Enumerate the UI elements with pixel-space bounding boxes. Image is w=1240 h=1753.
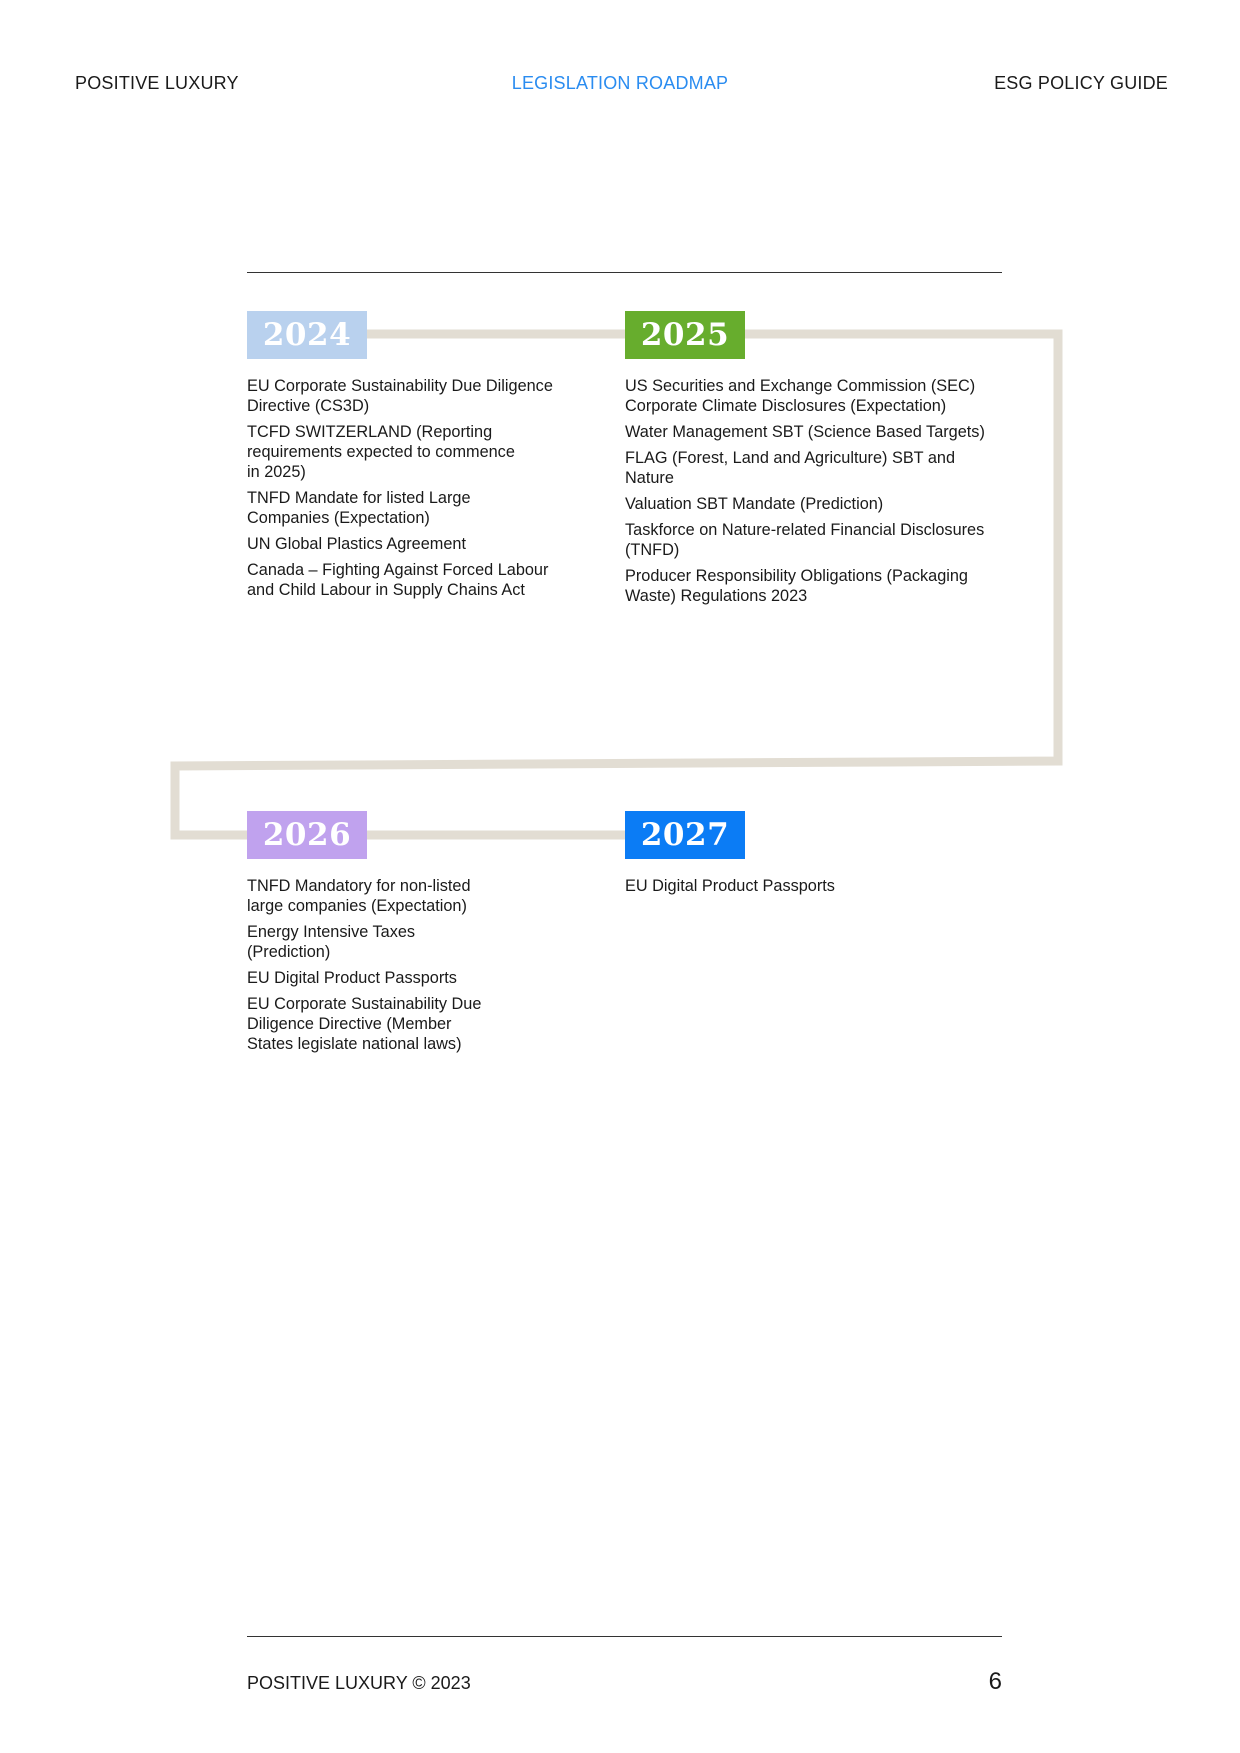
roadmap-item: EU Digital Product Passports <box>247 969 457 987</box>
header-guide-title: ESG POLICY GUIDE <box>994 73 1168 93</box>
year-badge-2024: 2024 <box>247 311 367 359</box>
year-badge-2026: 2026 <box>247 811 367 859</box>
roadmap-item: Water Management SBT (Science Based Targets) <box>625 423 985 441</box>
header-section-title[interactable]: LEGISLATION ROADMAP <box>511 73 729 93</box>
roadmap-item: Energy Intensive Taxes (Prediction) <box>247 923 416 961</box>
header-brand: POSITIVE LUXURY <box>75 73 239 93</box>
page-number: 6 <box>988 1668 1002 1695</box>
footer-copyright: POSITIVE LUXURY © 2023 <box>247 1673 471 1693</box>
roadmap-item: EU Digital Product Passports <box>625 877 835 895</box>
year-badge-2027: 2027 <box>625 811 745 859</box>
roadmap-item: EU Corporate Sustainability Due Diligence Directive (Member States legislate national laws) <box>247 995 482 1053</box>
roadmap-item: TNFD Mandate for listed Large Companies (Expectation) <box>247 489 471 527</box>
roadmap-item: EU Corporate Sustainability Due Diligence Directive (CS3D) <box>247 377 553 415</box>
year-2027-items <box>625 876 955 902</box>
roadmap-item: US Securities and Exchange Commission (SEC) Corporate Climate Disclosures (Expectation) <box>625 377 976 415</box>
roadmap-item: Canada – Fighting Against Forced Labour and Child Labour in Supply Chains Act <box>247 561 549 599</box>
year-2024-items <box>247 376 577 606</box>
roadmap-item: TCFD SWITZERLAND (Reporting requirements expected to commence in 2025) <box>247 423 515 481</box>
roadmap-item: UN Global Plastics Agreement <box>247 535 466 553</box>
roadmap-item: TNFD Mandatory for non-listed large companies (Expectation) <box>247 877 471 915</box>
year-badge-2025: 2025 <box>625 311 745 359</box>
year-2025-items <box>625 376 1015 612</box>
roadmap-item: Taskforce on Nature-related Financial Disclosures (TNFD) <box>625 521 985 559</box>
year-2026-items <box>247 876 547 1060</box>
roadmap-item: Producer Responsibility Obligations (Packaging Waste) Regulations 2023 <box>625 567 968 605</box>
bottom-divider <box>247 1636 1002 1637</box>
roadmap-item: FLAG (Forest, Land and Agriculture) SBT and Nature <box>625 449 956 487</box>
roadmap-item: Valuation SBT Mandate (Prediction) <box>625 495 884 513</box>
